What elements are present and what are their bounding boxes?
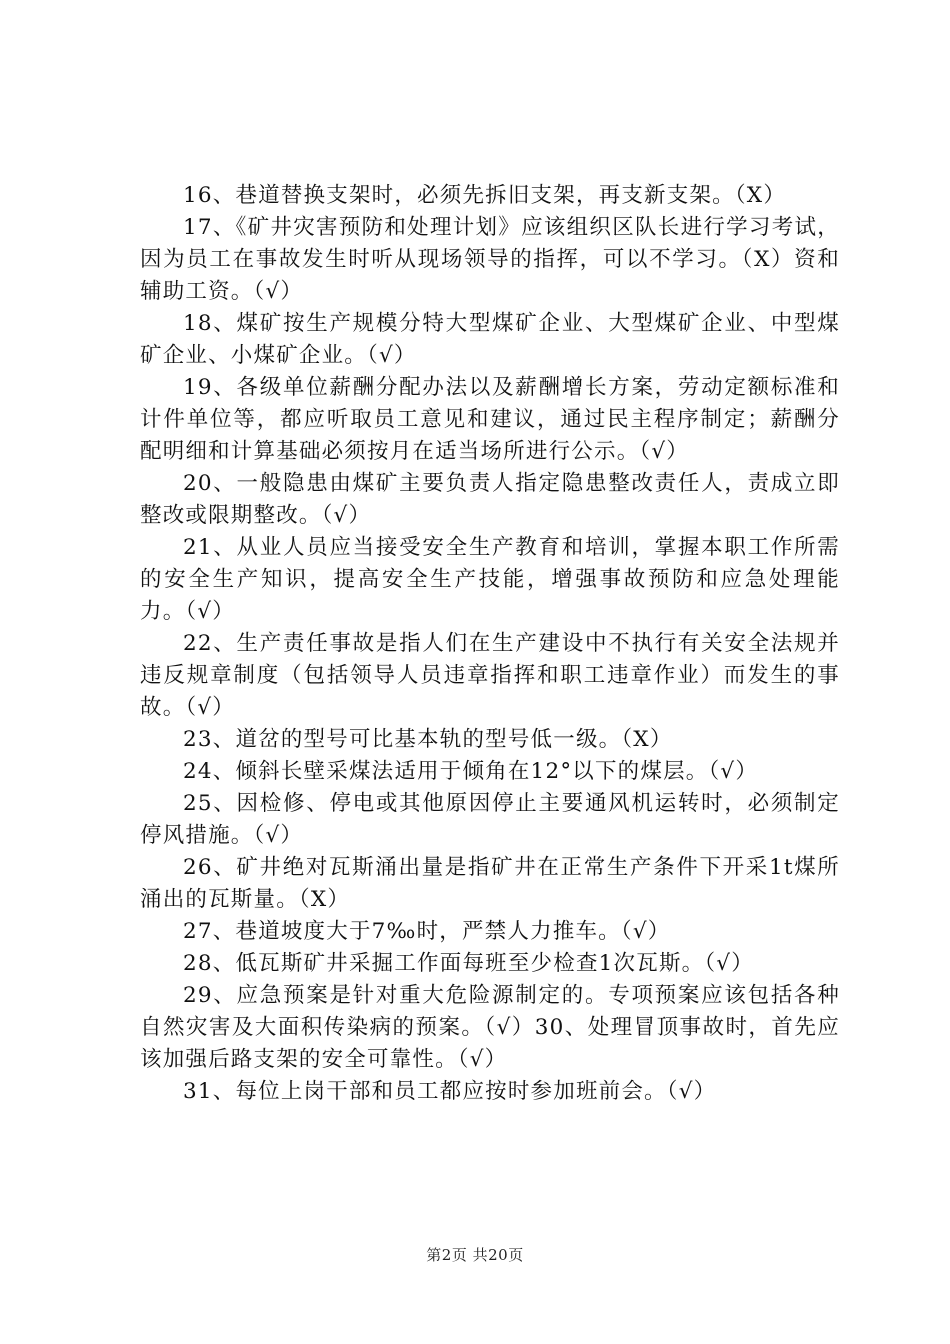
question-25: 25、因检修、停电或其他原因停止主要通风机运转时，必须制定停风措施。（√）: [140, 791, 840, 848]
question-28: 28、低瓦斯矿井采掘工作面每班至少检查1次瓦斯。（√）: [183, 951, 754, 976]
question-18: 18、煤矿按生产规模分特大型煤矿企业、大型煤矿企业、中型煤矿企业、小煤矿企业。（√）: [140, 311, 840, 368]
page-footer: 第2页 共20页: [426, 1246, 524, 1264]
question-27: 27、巷道坡度大于7‰时，严禁人力推车。（√）: [183, 919, 671, 944]
question-22: 22、生产责任事故是指人们在生产建设中不执行有关安全法规并违反规章制度（包括领导人员违章指挥和职工违章作业）而发生的事故。（√）: [140, 631, 840, 720]
question-29-30: 29、应急预案是针对重大危险源制定的。专项预案应该包括各种自然灾害及大面积传染病的预案。（√）30、处理冒顶事故时，首先应该加强后路支架的安全可靠性。（√）: [140, 983, 840, 1072]
question-16: 16、巷道替换支架时，必须先拆旧支架，再支新支架。（X）: [183, 183, 787, 208]
question-26: 26、矿井绝对瓦斯涌出量是指矿井在正常生产条件下开采1t煤所涌出的瓦斯量。（X）: [140, 855, 840, 912]
question-21: 21、从业人员应当接受安全生产教育和培训，掌握本职工作所需的安全生产知识，提高安全生产技能，增强事故预防和应急处理能力。（√）: [140, 535, 840, 624]
question-23: 23、道岔的型号可比基本轨的型号低一级。（X）: [183, 727, 673, 752]
question-31: 31、每位上岗干部和员工都应按时参加班前会。（√）: [183, 1079, 717, 1104]
question-24: 24、倾斜长壁采煤法适用于倾角在12°以下的煤层。（√）: [183, 759, 759, 784]
question-17: 17、《矿井灾害预防和处理计划》应该组织区队长进行学习考试，因为员工在事故发生时听从现场领导的指挥，可以不学习。（X）资和辅助工资。（√）: [140, 215, 840, 304]
question-19: 19、各级单位薪酬分配办法以及薪酬增长方案，劳动定额标准和计件单位等，都应听取员工意见和建议，通过民主程序制定；薪酬分配明细和计算基础必须按月在适当场所进行公示。（√）: [140, 375, 840, 464]
question-20: 20、一般隐患由煤矿主要负责人指定隐患整改责任人，责成立即整改或限期整改。（√）: [140, 471, 840, 528]
document-body: [140, 180, 840, 1108]
